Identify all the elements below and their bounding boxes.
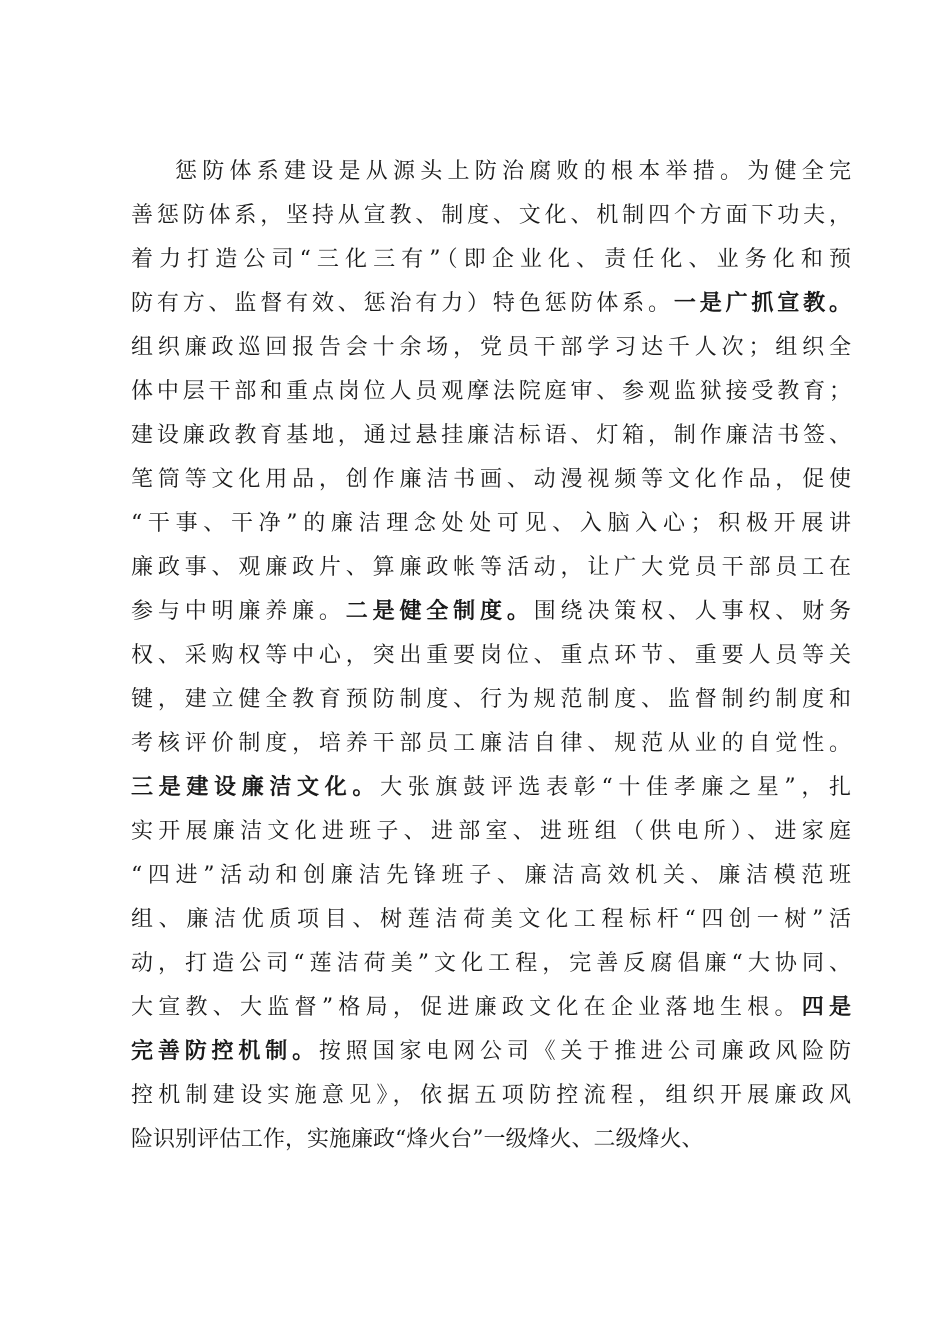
text-line <box>131 590 851 634</box>
text-line <box>131 546 851 590</box>
body-text: “干事、干净”的廉洁理念处处可见、入脑入心；积极开展讲 <box>131 511 851 536</box>
body-text: 大宣教、大监督”格局，促进廉政文化在企业落地生根。 <box>131 995 802 1020</box>
text-line <box>131 1030 851 1074</box>
text-line <box>131 634 851 678</box>
body-text: 控机制建设实施意见》，依据五项防控流程，组织开展廉政风 <box>131 1083 851 1108</box>
text-line <box>131 854 851 898</box>
text-line <box>131 326 851 370</box>
body-text: 大张旗鼓评选表彰“十佳孝廉之星”，扎 <box>380 775 851 800</box>
body-text: 围绕决策权、人事权、财务 <box>533 599 851 624</box>
body-text: 组、廉洁优质项目、树莲洁荷美文化工程标杆“四创一树”活 <box>131 907 851 932</box>
body-text: 善惩防体系，坚持从宣教、制度、文化、机制四个方面下功夫， <box>131 203 851 228</box>
text-line <box>131 238 851 282</box>
text-line <box>131 282 851 326</box>
body-text: “四进”活动和创廉洁先锋班子、廉洁高效机关、廉洁模范班 <box>131 863 851 888</box>
body-text: 考核评价制度，培养干部员工廉洁自律、规范从业的自觉性。 <box>131 731 851 756</box>
body-text: 廉政事、观廉政片、算廉政帐等活动，让广大党员干部员工在 <box>131 555 851 580</box>
body-text: 键，建立健全教育预防制度、行为规范制度、监督制约制度和 <box>131 687 851 712</box>
text-line <box>131 370 851 414</box>
bold-heading-text: 二是健全制度。 <box>345 599 534 624</box>
text-line <box>131 942 851 986</box>
body-text: 权、采购权等中心，突出重要岗位、重点环节、重要人员等关 <box>131 643 851 668</box>
text-line <box>131 1118 851 1162</box>
body-text: 动，打造公司“莲洁荷美”文化工程，完善反腐倡廉“大协同、 <box>131 951 851 976</box>
text-line <box>131 150 851 194</box>
text-line <box>131 766 851 810</box>
text-line <box>131 678 851 722</box>
body-text: 险识别评估工作，实施廉政“烽火台”一级烽火、二级烽火、 <box>131 1127 704 1152</box>
text-line <box>131 1074 851 1118</box>
bold-heading-text: 完善防控机制。 <box>131 1039 319 1064</box>
bold-heading-text: 四是 <box>801 995 851 1020</box>
body-paragraph <box>131 150 851 1162</box>
text-line <box>131 458 851 502</box>
body-text: 体中层干部和重点岗位人员观摩法院庭审、参观监狱接受教育； <box>131 379 851 404</box>
body-text: 着力打造公司“三化三有”（即企业化、责任化、业务化和预 <box>131 247 851 272</box>
text-line <box>131 898 851 942</box>
body-text: 防有方、监督有效、惩治有力）特色惩防体系。 <box>131 291 674 316</box>
text-line <box>131 414 851 458</box>
body-text: 建设廉政教育基地，通过悬挂廉洁标语、灯箱，制作廉洁书签、 <box>131 423 851 448</box>
text-line <box>131 810 851 854</box>
bold-heading-text: 三是建设廉洁文化。 <box>131 775 381 800</box>
bold-heading-text: 一是广抓宣教。 <box>673 291 851 316</box>
body-text: 笔筒等文化用品，创作廉洁书画、动漫视频等文化作品，促使 <box>131 467 851 492</box>
body-text: 组织廉政巡回报告会十余场，党员干部学习达千人次；组织全 <box>131 335 851 360</box>
text-line <box>131 722 851 766</box>
body-text: 按照国家电网公司《关于推进公司廉政风险防 <box>318 1039 851 1064</box>
body-text: 实开展廉洁文化进班子、进部室、进班组（供电所）、进家庭 <box>131 819 851 844</box>
body-text: 惩防体系建设是从源头上防治腐败的根本举措。为健全完 <box>175 159 851 184</box>
text-line <box>131 194 851 238</box>
text-line <box>131 502 851 546</box>
text-line <box>131 986 851 1030</box>
body-text: 参与中明廉养廉。 <box>131 599 346 624</box>
